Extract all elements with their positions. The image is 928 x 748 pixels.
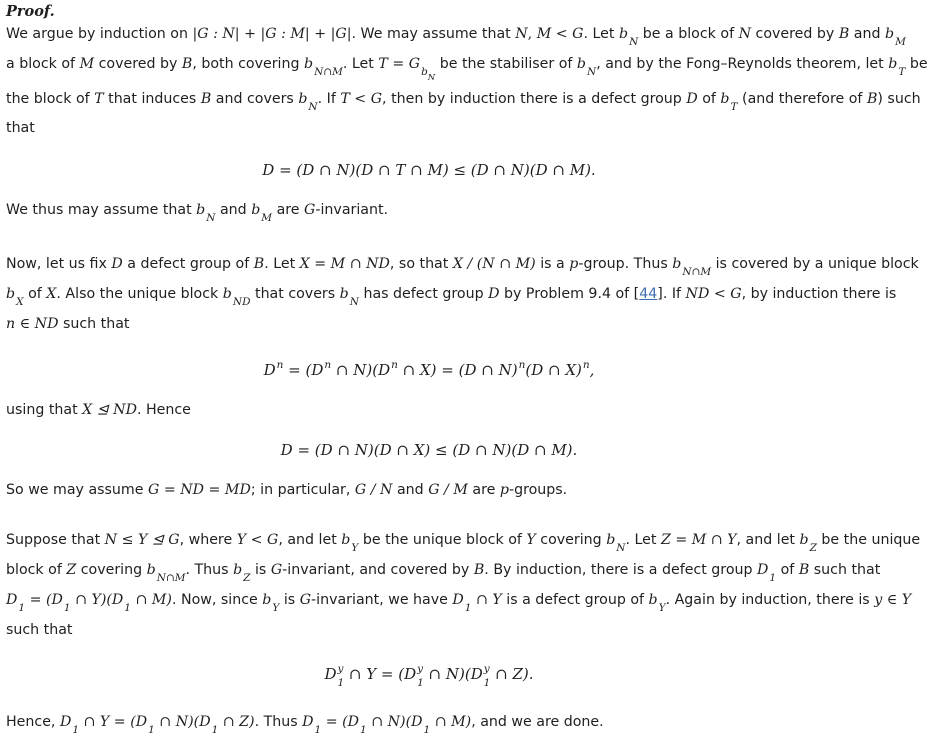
text: such that	[62, 316, 130, 332]
text: . Let	[583, 26, 615, 42]
text: are	[472, 482, 496, 498]
text: covering	[540, 532, 602, 548]
text: is	[283, 592, 296, 608]
math: N ≤ Y ⊴ G	[104, 532, 180, 548]
math: $b_{N\cap M}$	[304, 56, 343, 78]
text: . Again by induction, there is	[665, 592, 870, 608]
text: . Thus	[185, 562, 229, 578]
math: $b_{ND}$	[222, 286, 251, 308]
text: , and by the Fong–Reynolds theorem, let	[596, 56, 884, 72]
math: $D_1$ ∩ Y	[452, 592, 502, 614]
text: . We may assume that	[351, 26, 511, 42]
paragraph-7	[6, 712, 852, 736]
paragraph-6-line-1: Suppose that N ≤ Y ⊴ G, where Y < G, and let $b_Y$ be the unique block of Y covering $b_N$. Let Z = M ∩ Y, and let $b_Z$ be the unique	[6, 532, 921, 554]
text: a defect group of	[127, 256, 250, 272]
proof-title	[6, 2, 852, 22]
citation-link[interactable]: 44	[639, 286, 658, 302]
text: of	[28, 286, 42, 302]
math: |G : N| + |G : M| + |G|	[192, 26, 352, 42]
text: of	[780, 562, 795, 578]
text: and	[219, 202, 247, 218]
text: . Now, since	[171, 592, 258, 608]
text: block of	[6, 562, 62, 578]
math: $D_1$ ∩ $Y = (D_1$ ∩ $N)(D_1$ ∩ Z)	[59, 714, 255, 736]
text: and covers	[215, 91, 294, 107]
equation-4	[6, 663, 852, 689]
text: . Thus	[254, 714, 298, 730]
text: a block of	[6, 56, 76, 72]
text: . Let	[264, 256, 296, 272]
math: $b_Y$	[262, 592, 280, 614]
text: of	[702, 91, 716, 107]
text: . If	[317, 91, 336, 107]
math: n ∈ ND	[6, 316, 59, 332]
text: such that	[813, 562, 881, 578]
math: $b_T$	[720, 91, 738, 113]
text: covering	[80, 562, 143, 578]
text: is	[254, 562, 267, 578]
math: G / M	[428, 482, 468, 498]
math: ND < G	[685, 286, 742, 302]
proof-heading: Proof.	[6, 3, 55, 20]
text: is a defect group of	[506, 592, 645, 608]
math: $b_M$	[884, 26, 906, 48]
text: covered by	[98, 56, 178, 72]
math: $D_1$	[757, 562, 777, 584]
text: using that	[6, 402, 78, 418]
text: -invariant.	[315, 202, 389, 218]
text: , and let	[736, 532, 795, 548]
math: $b_{N\cap M}$	[672, 256, 712, 278]
text: -invariant, and covered by	[282, 562, 470, 578]
text: We argue by induction on	[6, 26, 188, 42]
text: be the unique	[821, 532, 921, 548]
math: N	[515, 26, 528, 42]
math: Y < G	[236, 532, 279, 548]
math: $D_1 = (D_1$ ∩ $Y)(D_1$ ∩ M)	[6, 592, 172, 614]
text: is a	[540, 256, 565, 272]
text: be a block of	[642, 26, 735, 42]
paragraph-6-line-2: block of Z covering $b_{N\cap M}$. Thus $b_Z$ is G-invariant, and covered by B. By induction, there is a defect group $D_1$ of B such that	[6, 562, 881, 584]
equation-2	[6, 360, 852, 380]
math: X / (N ∩ M)	[452, 256, 536, 272]
math: X = M ∩ ND	[299, 256, 390, 272]
text: . Hence	[136, 402, 191, 418]
text: that	[6, 120, 35, 136]
math: $b_T$	[888, 56, 906, 78]
text: has defect group	[363, 286, 484, 302]
text: , and let	[278, 532, 337, 548]
text: the block of	[6, 91, 90, 107]
paragraph-4	[6, 400, 852, 420]
text: , and we are done.	[471, 714, 604, 730]
paragraph-1-line-3: the block of T that induces B and covers $b_N$. If T < G, then by induction there is a defect group D of $b_T$ (and therefore of B) such	[6, 91, 921, 113]
math: $b_X$	[6, 286, 24, 308]
math: $b_{N\cap M}$	[146, 562, 186, 584]
equation: D = (D ∩ N)(D ∩ T ∩ M) ≤ (D ∩ N)(D ∩ M).	[262, 161, 596, 179]
text: , then by induction there is a defect group	[382, 91, 682, 107]
math: $T = G_{b_N}$	[378, 56, 436, 83]
text: be	[909, 56, 928, 72]
text: , so that	[389, 256, 449, 272]
text: Suppose that	[6, 532, 101, 548]
text: . Also the unique block	[56, 286, 219, 302]
text: that induces	[108, 91, 197, 107]
text: is covered by a unique block	[715, 256, 919, 272]
math: $b_Y$	[341, 532, 359, 554]
math: $b_Y$	[648, 592, 666, 614]
paragraph-6-line-3: $D_1 = (D_1$ ∩ $Y)(D_1$ ∩ M). Now, since $b_Y$ is G-invariant, we have $D_1$ ∩ Y is a defect group of $b_Y$. Again by induction, there is y ∈ Y	[6, 592, 912, 614]
math: T < G	[340, 91, 383, 107]
equation: $D^n = (D^n$ ∩ $N)(D^n$ ∩ X) = (D ∩ N)$^n$(D ∩ X)$^n$,	[263, 359, 595, 379]
math: Z = M ∩ Y	[660, 532, 737, 548]
text: Hence,	[6, 714, 56, 730]
math: $b_N$	[606, 532, 626, 554]
text: and	[396, 482, 424, 498]
math: X ⊴ ND	[82, 402, 137, 418]
math: G	[572, 26, 584, 42]
math: $b_N$	[298, 91, 318, 113]
paragraph-2: We thus may assume that $b_N$ and $b_M$ are G-invariant.	[6, 202, 389, 224]
math: $b_N$	[196, 202, 216, 224]
math: $b_N$	[618, 26, 639, 48]
text: . Let	[342, 56, 374, 72]
text: Now, let us fix	[6, 256, 107, 272]
text: . Let	[625, 532, 657, 548]
text: be the unique block of	[362, 532, 522, 548]
math: G / N	[354, 482, 393, 498]
text: , by induction there is	[741, 286, 897, 302]
text: covered by	[755, 26, 835, 42]
paragraph-1-line-2: a block of M covered by B, both covering $b_{N\cap M}$. Let $T = G_{b_N}$ be the stabiliser of $b_N$, and by the Fong–Reynolds theorem, let $b_T$ be	[6, 56, 928, 83]
paragraph-1-line-1: We argue by induction on |G : N| + |G : M| + |G|. We may assume that N, M < G. Let $b_N$ be a block of N covered by B and $b_M$	[6, 26, 906, 48]
math: $b_Z$	[233, 562, 251, 584]
equation-1	[6, 160, 852, 180]
text: , where	[179, 532, 233, 548]
equation: D = (D ∩ N)(D ∩ X) ≤ (D ∩ N)(D ∩ M).	[280, 441, 578, 459]
equation: $D^y_1$ ∩ $Y = (D^y_1$ ∩ $N)(D^y_1$ ∩ Z).	[324, 663, 534, 689]
text: and	[853, 26, 881, 42]
text: -group. Thus	[578, 256, 668, 272]
text: ]. If	[657, 286, 682, 302]
text: be the stabiliser of	[439, 56, 573, 72]
paragraph-5: So we may assume G = ND = MD; in particular, G / N and G / M are p-groups.	[6, 482, 568, 498]
text: by Problem 9.4 of [	[504, 286, 640, 302]
math: $b_M$	[251, 202, 273, 224]
text: (and therefore of	[742, 91, 863, 107]
text: ) such	[877, 91, 921, 107]
paragraph-3-line-1: Now, let us fix D a defect group of B. Let X = M ∩ ND, so that X / (N ∩ M) is a p-group. Thus $b_{N\cap M}$ is covered by a unique block	[6, 256, 919, 278]
text: that covers	[255, 286, 336, 302]
math: $b_N$	[339, 286, 359, 308]
text: such that	[6, 622, 73, 638]
text: -groups.	[508, 482, 568, 498]
math: G = ND = MD	[148, 482, 251, 498]
paragraph-3-line-3	[6, 314, 852, 334]
math: y ∈ Y	[874, 592, 912, 608]
text: So we may assume	[6, 482, 144, 498]
math: $b_N$	[576, 56, 597, 78]
text: ; in particular,	[250, 482, 351, 498]
paragraph-6-line-4	[6, 620, 852, 640]
paragraph-3-line-2: $b_X$ of X. Also the unique block $b_{ND}$ that covers $b_N$ has defect group D by Problem 9.4 of [44]. If ND < G, by induction there is	[6, 286, 897, 308]
text: are	[276, 202, 300, 218]
math: $b_Z$	[799, 532, 817, 554]
equation-3	[6, 440, 852, 460]
paragraph-1-line-4	[6, 118, 852, 138]
text: We thus may assume that	[6, 202, 192, 218]
text: . By induction, there is a defect group	[484, 562, 753, 578]
text: -invariant, we have	[311, 592, 448, 608]
math: $D_1 = (D_1$ ∩ $N)(D_1$ ∩ M)	[302, 714, 472, 736]
text: , both covering	[192, 56, 300, 72]
